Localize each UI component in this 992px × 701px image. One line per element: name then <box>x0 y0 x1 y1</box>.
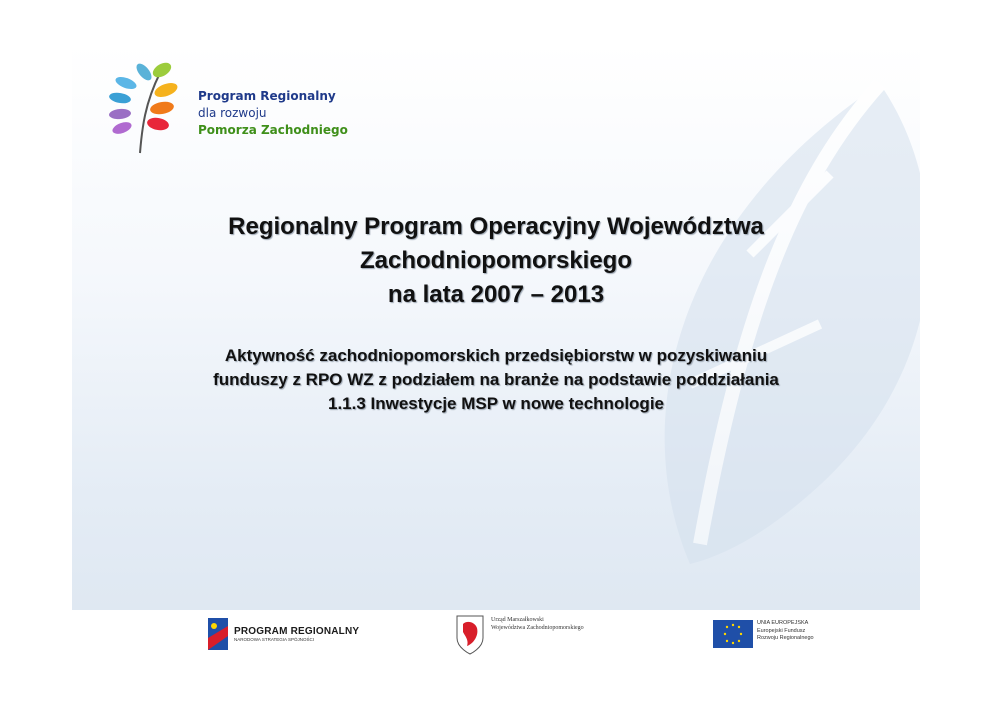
footer-urzad-line-2: Województwa Zachodniopomorskiego <box>491 625 584 631</box>
footer-eu-line-2: Europejski Fundusz <box>757 627 806 634</box>
subtitle-line-1: Aktywność zachodniopomorskich przedsiębiorstw w pozyskiwaniu <box>224 346 768 365</box>
logo-line-2: dla rozwoju <box>198 106 267 120</box>
griffin-crest-icon <box>455 614 485 656</box>
title-line-1: Regionalny Program Operacyjny Województwa <box>228 213 764 240</box>
urzad-marszalkowski-logo <box>455 614 655 658</box>
footer-nss: NARODOWA STRATEGIA SPÓJNOŚCI <box>234 637 315 642</box>
title-line-2: Zachodniopomorskiego <box>359 247 632 274</box>
footer-program-regionalny: PROGRAM REGIONALNY <box>234 626 360 637</box>
program-regionalny-logo <box>100 58 350 158</box>
eu-logo <box>713 620 863 650</box>
program-regionalny-footer-logo <box>206 616 376 656</box>
footer-eu-line-1: UNIA EUROPEJSKA <box>757 620 809 626</box>
logo-line-3: Pomorza Zachodniego <box>198 123 348 137</box>
logo-line-1: Program Regionalny <box>198 89 336 103</box>
subtitle-line-3: 1.1.3 Inwestycje MSP w nowe technologie <box>327 394 664 413</box>
nss-flag-icon <box>206 616 230 652</box>
page-title <box>72 210 920 312</box>
subtitle-line-2: funduszy z RPO WZ z podziałem na branże na podstawie poddziałania <box>213 370 779 389</box>
leaf-watermark-icon <box>630 64 920 584</box>
leaves-logo-icon <box>100 58 190 158</box>
title-line-3: na lata 2007 – 2013 <box>387 281 605 308</box>
footer-eu-line-3: Rozwoju Regionalnego <box>757 635 814 641</box>
footer-urzad-line-1: Urząd Marszałkowski <box>491 617 544 623</box>
eu-flag-icon <box>713 620 753 648</box>
page-subtitle <box>72 344 920 416</box>
footer-logos <box>0 600 992 670</box>
